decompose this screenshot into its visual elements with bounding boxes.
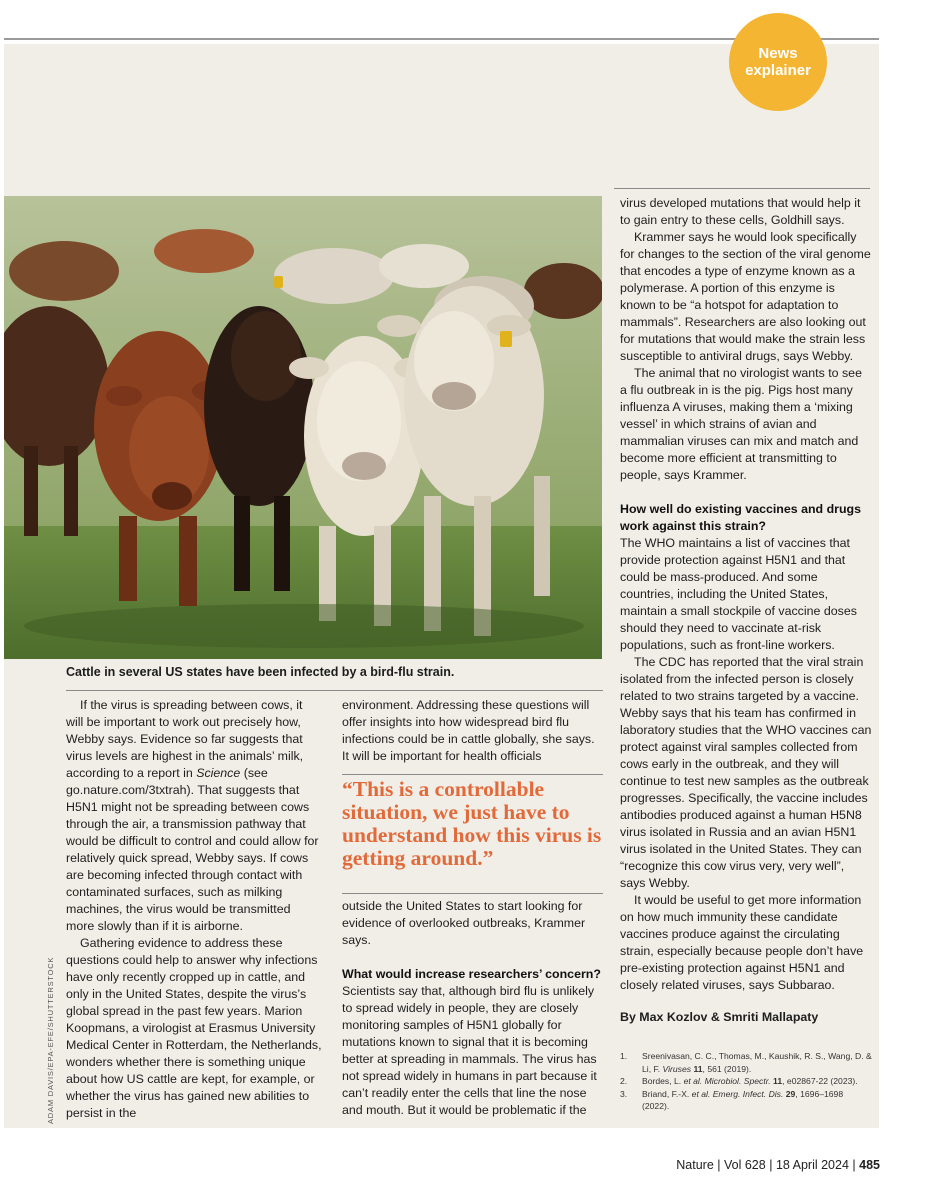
col2-paragraph-2: outside the United States to start looking for evidence of overlooked outbreaks, Krammer says. [342,899,586,947]
footer-date: 18 April 2024 [775,1158,849,1172]
col2-paragraph-3: Scientists say that, although bird flu is unlikely to spread widely in people, they are closely monitoring samples of H5N1 globally for mutations known to signal that it is becoming better at spreading in mammals. The virus has not spread widely in humans in part because it can’t readily enter the cells that line the nose and mouth. But it would be problematic if the [342,984,597,1117]
col3-paragraph-1: virus developed mutations that would help it to gain entry to these cells, Goldhill says. [620,196,861,227]
col3-heading: How well do existing vaccines and drugs work against this strain? [620,502,861,533]
col3-paragraph-5: The CDC has reported that the viral strain isolated from the infected person is closely related to two strains targeted by a vaccine. Webby says that his team has confirmed in laboratory studies that the WHO vaccines can protect against viral samples collected from cows early in the outbreak, and they will continue to test new samples as the outbreak progresses. Specifically, the vaccine includes antibodies produced against a human H5N8 virus isolated in Russia and an avian H5N1 virus isolated in the United States. They can “recognize this cow virus very, very well”, says Webby. [620,655,872,890]
page-number: 485 [859,1158,880,1172]
column-2 [342,697,604,765]
reference-item: 2. Bordes, L. et al. Microbiol. Spectr. 11, e02867-22 (2023). [620,1076,858,1086]
references [620,1050,872,1113]
badge-line1: News [758,45,798,62]
footer-journal: Nature [676,1158,714,1172]
col3-paragraph-2: Krammer says he would look specifically for changes to the section of the viral genome that encodes a type of enzyme known as a polymerase. A portion of this enzyme is known to be “a hotspot for adaptation to mammals”. Researchers are also looking out for mutations that would make the strain less susceptible to antiviral drugs, says Webby. [620,230,871,363]
column-1 [66,697,322,1122]
news-explainer-badge [729,13,827,111]
column-3 [620,195,872,1113]
photo-credit: ADAM DAVIS/EPA-EFE/SHUTTERSTOCK [46,956,55,1124]
col2-paragraph-1: environment. Addressing these questions will offer insights into how widespread bird flu infections could be in cattle globally, she says. It will be important for health officials [342,698,595,763]
column-2-lower [342,898,604,1119]
reference-item: 3. Briand, F.-X. et al. Emerg. Infect. Dis. 29, 1696–1698 (2022). [620,1088,844,1111]
rule-quote-bottom [342,893,603,894]
rule-col3-top [614,188,870,189]
rule-col1-top [66,690,603,691]
pull-quote: “This is a controllable situation, we just have to understand how this virus is getting around.” [342,777,602,870]
col1-paragraph-1: If the virus is spreading between cows, it will be important to work out precisely how, Webby says. Evidence so far suggests that virus levels are highest in the animals’ milk, according to a report in Science (see go.nature.com/3txtrah). That suggests that H5N1 might not be spreading between cows through the air, a transmission pathway that would be difficult to control and could allow for relatively quick spread, Webby says. If cows are becoming infected through contact with contaminated surfaces, such as milking machines, the virus would be transmitted more slowly than if it is airborne. [66,698,319,933]
cattle-photo [4,196,602,659]
badge-line2: explainer [745,62,811,79]
col3-paragraph-3: The animal that no virologist wants to see a flu outbreak in is the pig. Pigs host many influenza A viruses, making them a ‘mixing vessel’ in which strains of avian and mammalian viruses can mix and match and become more efficient at transmitting to people, says Krammer. [620,366,862,482]
page-footer: Nature | Vol 628 | 18 April 2024 | 485 [676,1158,880,1172]
col3-paragraph-6: It would be useful to get more information on how much immunity these candidate vaccines produce against the circulating strain, especially because people don’t have pre-existing protection against H5N1 and closely related viruses, says Subbarao. [620,893,864,992]
col3-paragraph-4: The WHO maintains a list of vaccines that provide protection against H5N1 and that could be mass-produced. And some countries, including the United States, maintain a small stockpile of vaccine doses should they need to vaccinate at-risk populations, such as front-line workers. [620,536,857,652]
footer-volume: Vol 628 [724,1158,766,1172]
rule-quote-top [342,774,603,775]
col2-heading: What would increase researchers’ concern? [342,967,601,981]
photo-caption: Cattle in several US states have been infected by a bird-flu strain. [66,665,455,679]
reference-item: 1. Sreenivasan, C. C., Thomas, M., Kaushik, R. S., Wang, D. & Li, F. Viruses 11, 561 (2019). [620,1051,872,1074]
byline: By Max Kozlov & Smriti Mallapaty [620,1010,819,1024]
col1-paragraph-2: Gathering evidence to address these questions could help to answer why infections have only recently cropped up in cattle, and only in the United States, despite the virus’s global spread in the past few years. Marion Koopmans, a virologist at Erasmus University Medical Center in Rotterdam, the Netherlands, wonders whether there is something unique about how US cattle are kept, for example, or whether the virus has gained new abilities to persist in the [66,936,322,1120]
